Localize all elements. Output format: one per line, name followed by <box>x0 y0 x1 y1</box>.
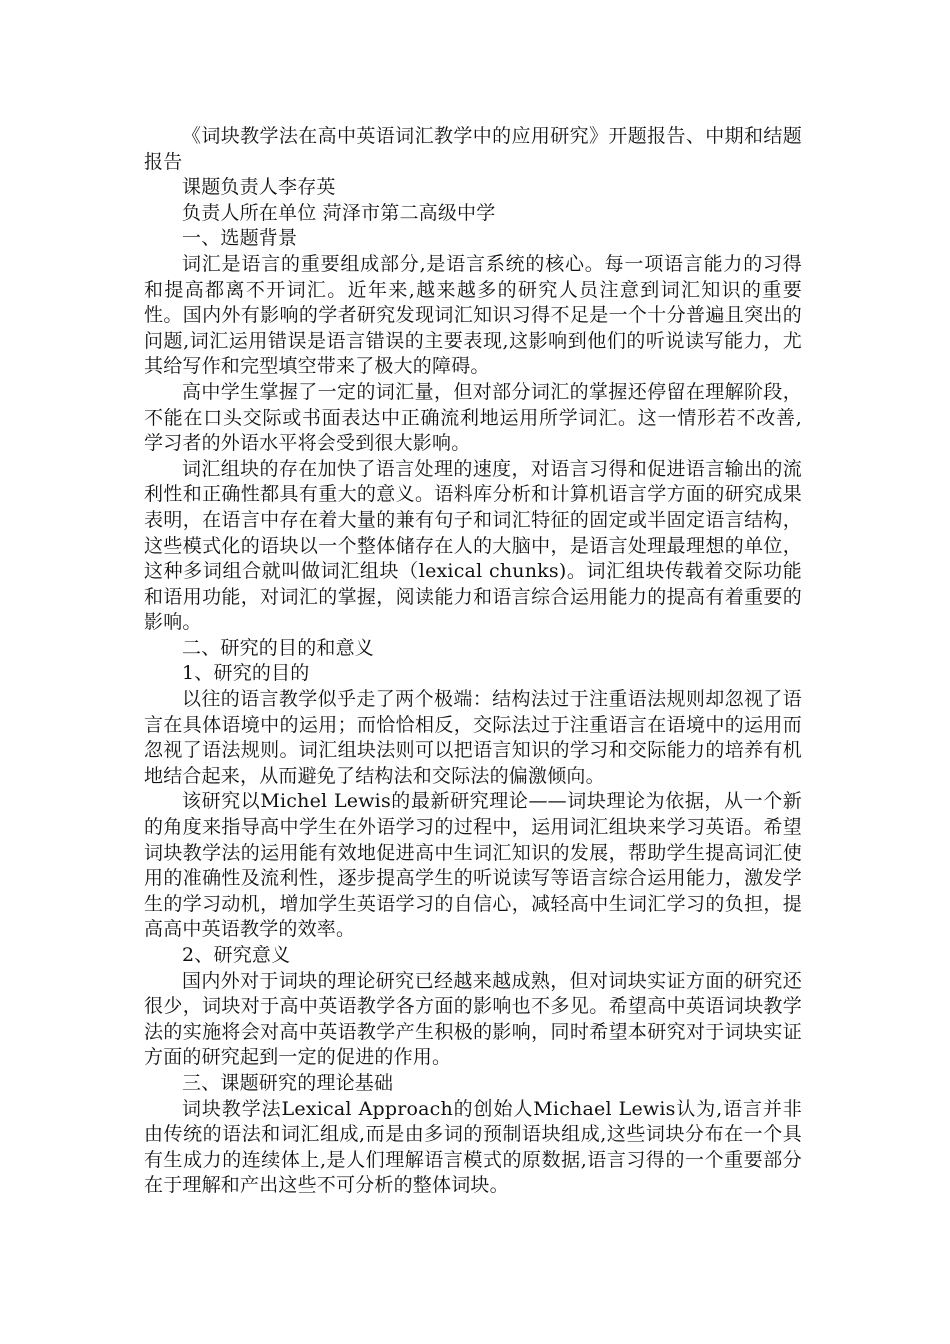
project-leader: 课题负责人李存英 <box>182 176 336 199</box>
leader-unit: 负责人所在单位 菏泽市第二高级中学 <box>182 201 496 224</box>
paragraph: 词汇组块的存在加快了语言处理的速度，对语言习得和促进语言输出的流利性和正确性都具有重大的意义。语料库分析和计算机语言学方面的研究成果表明，在语言中存在着大量的兼有句子和词汇特征的固定或半固定语言结构，这些模式化的语块以一个整体储存在人的大脑中，是语言处理最理想的单位，这种多词组合就叫做词汇组块（lexical chunks)。词汇组块传载着交际功能和语用功能，对词汇的掌握，阅读能力和语言综合运用能力的提高有着重要的影响。 <box>144 457 802 634</box>
subheading-significance: 2、研究意义 <box>182 944 291 966</box>
document-body <box>144 124 802 1199</box>
section-heading-purpose: 二、研究的目的和意义 <box>182 636 375 659</box>
paragraph: 高中学生掌握了一定的词汇量，但对部分词汇的掌握还停留在理解阶段，不能在口头交际或书面表达中正确流利地运用所学词汇。这一情形若不改善,学习者的外语水平将会受到很大影响。 <box>144 380 802 455</box>
document-title: 《词块教学法在高中英语词汇教学中的应用研究》开题报告、中期和结题报告 <box>144 125 802 173</box>
section-heading-background: 一、选题背景 <box>182 227 298 250</box>
paragraph: 以往的语言教学似乎走了两个极端：结构法过于注重语法规则却忽视了语言在具体语境中的运用；而恰恰相反，交际法过于注重语言在语境中的运用而忽视了语法规则。词汇组块法则可以把语言知识的学习和交际能力的培养有机地结合起来，从而避免了结构法和交际法的偏激倾向。 <box>144 688 802 787</box>
paragraph: 词块教学法Lexical Approach的创始人Michael Lewis认为,语言并非由传统的语法和词汇组成,而是由多词的预制语块组成,这些词块分布在一个具有生成力的连续体上,是人们理解语言模式的原数据,语言习得的一个重要部分在于理解和产出这些不可分析的整体词块。 <box>144 1097 802 1197</box>
section-heading-theory: 三、课题研究的理论基础 <box>182 1071 394 1094</box>
paragraph: 词汇是语言的重要组成部分,是语言系统的核心。每一项语言能力的习得和提高都离不开词汇。近年来,越来越多的研究人员注意到词汇知识的重要性。国内外有影响的学者研究发现词汇知识习得不足是一个十分普遍且突出的问题,词汇运用错误是语言错误的主要表现,这影响到他们的听说读写能力，尤其给写作和完型填空带来了极大的障碍。 <box>144 252 802 378</box>
paragraph: 国内外对于词块的理论研究已经越来越成熟，但对词块实证方面的研究还很少，词块对于高中英语教学各方面的影响也不多见。希望高中英语词块教学法的实施将会对高中英语教学产生积极的影响，同时希望本研究对于词块实证方面的研究起到一定的促进的作用。 <box>144 969 802 1069</box>
subheading-purpose: 1、研究的目的 <box>182 662 310 685</box>
paragraph: 该研究以Michel Lewis的最新研究理论——词块理论为依据，从一个新的角度来指导高中学生在外语学习的过程中，运用词汇组块来学习英语。希望词块教学法的运用能有效地促进高中生词汇知识的发展，帮助学生提高词汇使用的准确性及流利性，逐步提高学生的听说读写等语言综合运用能力，激发学生的学习动机，增加学生英语学习的自信心，减轻高中生词汇学习的负担，提高高中英语教学的效率。 <box>144 790 802 941</box>
